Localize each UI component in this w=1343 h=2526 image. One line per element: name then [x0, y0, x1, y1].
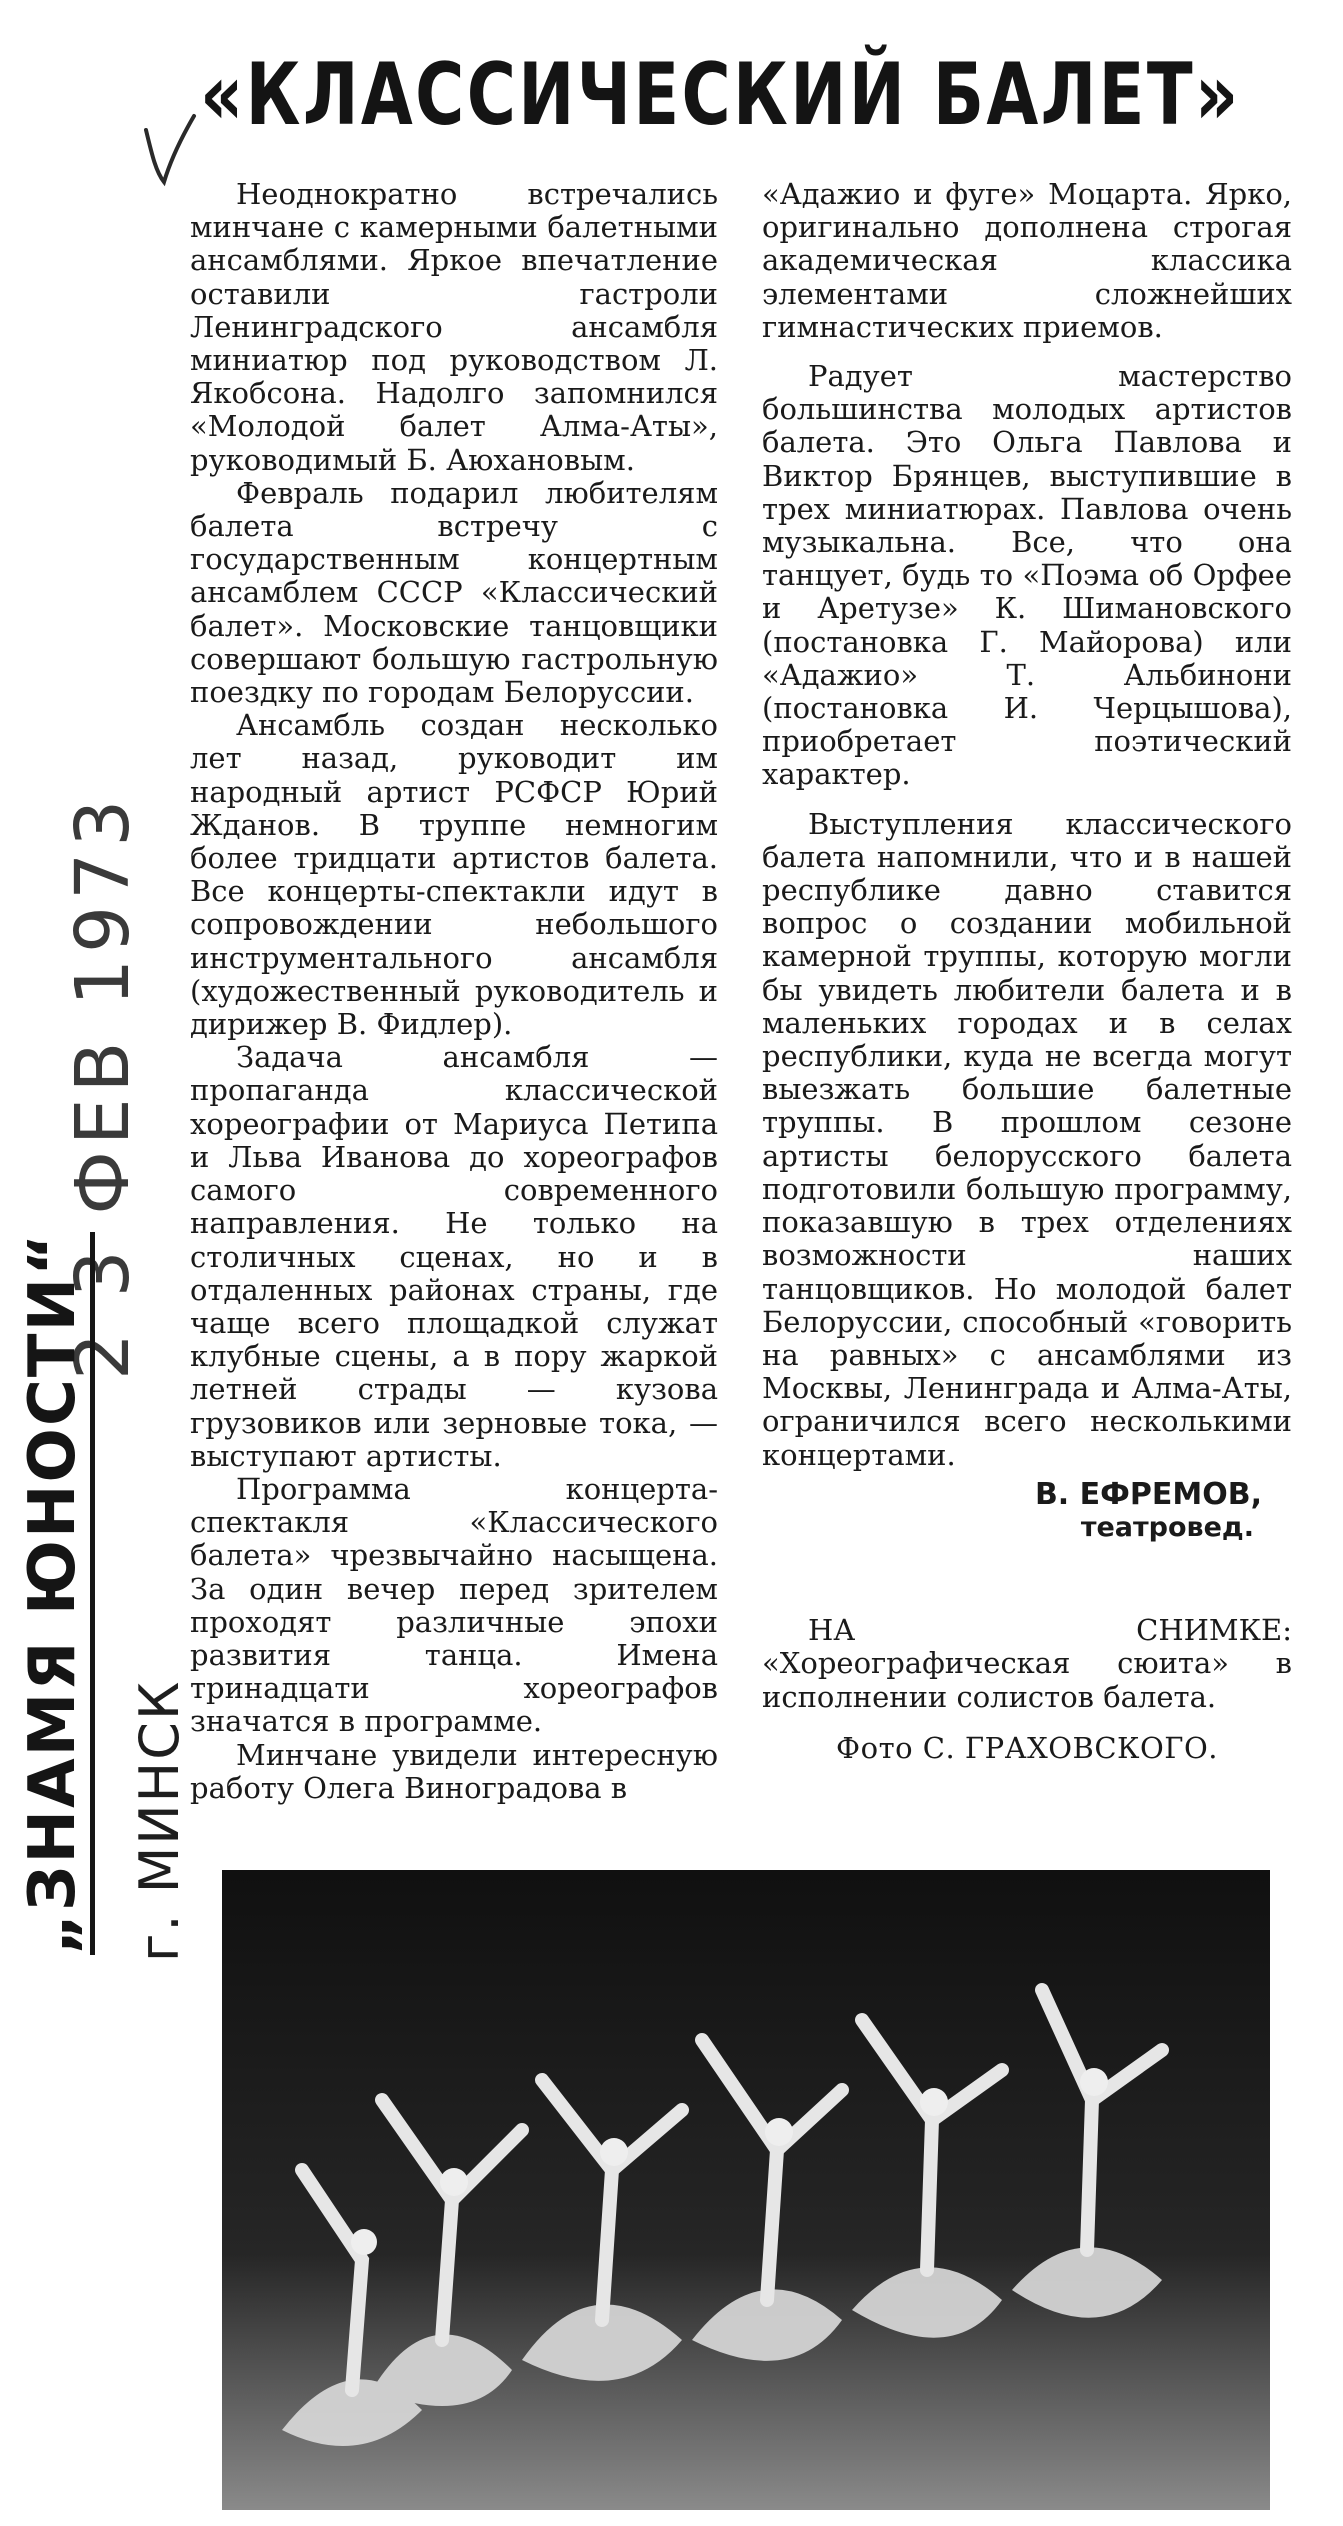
paragraph: Выступления классического балета напомнили, что и в нашей республике давно ставится вопрос о создании мобильной камерной труппы, которую могли бы увидеть любители балета и в маленьких городах и в селах республики, куда не всегда могут выезжать большие балетные труппы. В прошлом сезоне артисты белорусского балета подготовили большую программу, показавшую в трех отделениях возможности наших танцовщиков. Но молодой балет Белоруссии, способный «говорить на равных» с ансамблями из Москвы, Ленинграда и Алма-Аты, ограничился всего несколькими концертами.	[762, 806, 1292, 1472]
author-name: В. ЕФРЕМОВ,	[1034, 1476, 1262, 1512]
stamp-date: 2 3 ФЕВ 1973	[60, 793, 146, 1380]
article-column-2	[762, 178, 1292, 1765]
paragraph: Программа концерта-спектакля «Классического балета» чрезвычайно насыщена. За один вечер перед зрителем проходят различные эпохи развития танца. Имена тринадцати хореографов значатся в программе.	[190, 1471, 718, 1739]
handwritten-check-mark	[138, 110, 198, 190]
photo-caption: НА СНИМКЕ: «Хореографическая сюита» в исполнении солистов балета.	[762, 1613, 1292, 1714]
article-headline: «КЛАССИЧЕСКИЙ БАЛЕТ»	[200, 45, 1241, 145]
paragraph: Ансамбль создан несколько лет назад, руководит им народный артист РСФСР Юрий Жданов. В труппе немногим более тридцати артистов балета. Все концерты-спектакли идут в сопровождении небольшого инструментального ансамбля (художественный руководитель и дирижер В. Фидлер).	[190, 708, 718, 1042]
article-column-1	[190, 178, 718, 1805]
stamp-newspaper-name: „ЗНАМЯ ЮНОСТИ“	[16, 1232, 95, 1955]
photo-credit: Фото С. ГРАХОВСКОГО.	[836, 1730, 1218, 1765]
ballet-photo	[222, 1870, 1270, 2510]
paragraph: «Адажио и фуге» Моцарта. Ярко, оригинально дополнена строгая академическая классика элементами сложнейших гимнастических приемов.	[762, 177, 1292, 344]
author-role: театровед.	[1080, 1511, 1254, 1543]
paragraph: Минчане увидели интересную работу Олега Виноградова в	[190, 1737, 718, 1805]
stamp-city: г. МИНСК	[128, 1679, 191, 1962]
paragraph: Неоднократно встречались минчане с камерными балетными ансамблями. Яркое впечатление оставили гастроли Ленинградского ансамбля миниатюр под руководством Л. Якобсона. Надолго запомнился «Молодой балет Алма-Аты», руководимый Б. Аюхановым.	[190, 177, 718, 477]
paragraph: Февраль подарил любителям балета встречу с государственным концертным ансамблем СССР «Классический балет». Московские танцовщики совершают большую гастрольную поездку по городам Белоруссии.	[190, 475, 718, 710]
paragraph: Радует мастерство большинства молодых артистов балета. Это Ольга Павлова и Виктор Брянцев, выступившие в трех миниатюрах. Павлова очень музыкальна. Все, что она танцует, будь то «Поэма об Орфее и Аретузе» К. Шимановского (постановка Г. Майорова) или «Адажио» Т. Альбинони (постановка И. Черцышова), приобретает поэтический характер.	[762, 359, 1292, 792]
paragraph: Задача ансамбля — пропаганда классической хореографии от Мариуса Петипа и Льва Иванова до хореографов самого современного направления. Не только на столичных сценах, но и в отдаленных районах страны, где чаще всего площадкой служат клубные сцены, а в пору жаркой летней страды — кузова грузовиков или зерновые тока, — выступают артисты.	[190, 1040, 718, 1473]
